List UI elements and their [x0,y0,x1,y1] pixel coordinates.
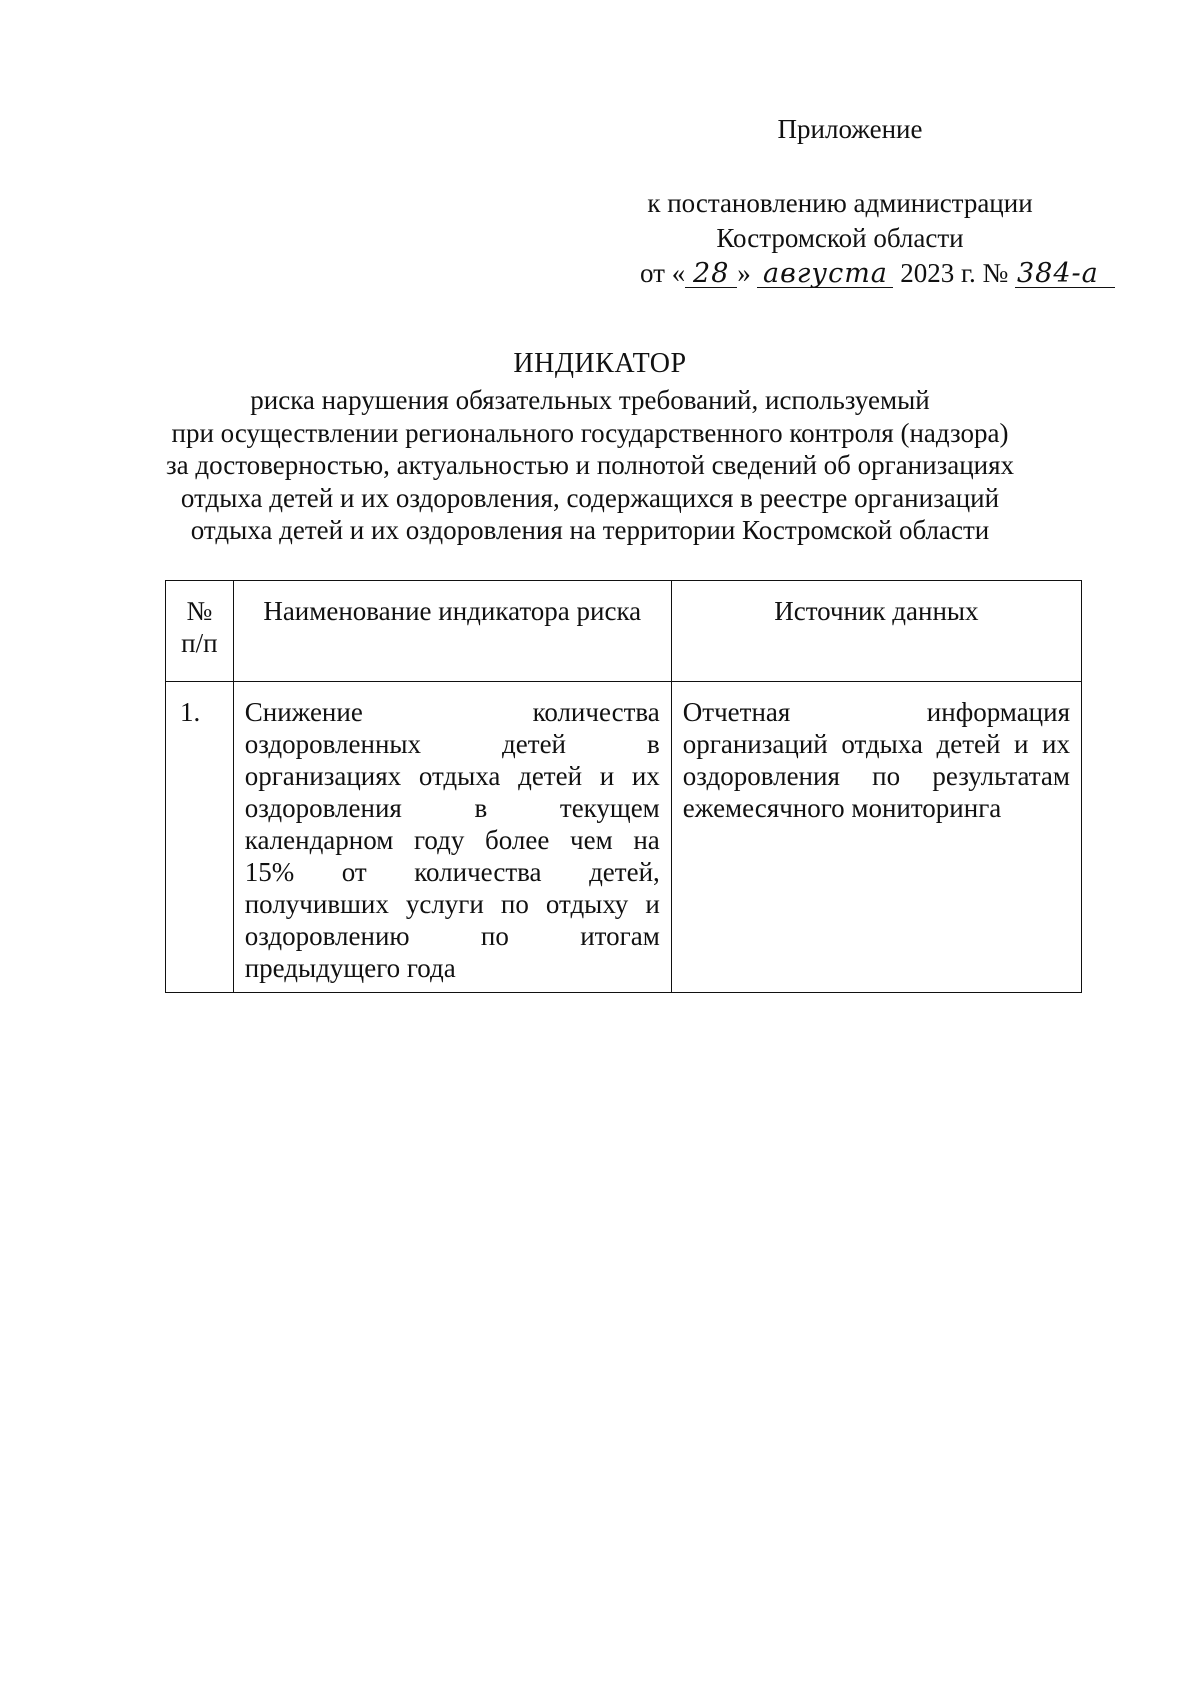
date-prefix: от « [640,258,686,288]
table-row [166,682,1082,993]
row-indicator-name: Снижение количества оздоровленных детей в организациях отдыха детей и их оздоровления в текущем календарном году более чем на 15% от количества детей, получивших услуги по отдыху и оздоровлению по итогам предыдущего года [233,682,671,993]
table-header-row [166,581,1082,682]
appendix-ref-line-1: к постановлению администрации [647,188,1033,218]
header-number [166,581,234,682]
resolution-date-line [640,256,1115,291]
handwritten-day: 28 [685,261,737,288]
date-close-quote: » [737,258,751,288]
appendix-ref-line-2: Костромской области [716,223,964,253]
handwritten-resolution-number: 384-а [1015,261,1115,288]
subtitle-line: отдыха детей и их оздоровления на территории Костромской области [190,515,990,545]
header-data-source: Источник данных [671,581,1081,682]
document-subtitle [150,384,1030,547]
subtitle-line: отдыха детей и их оздоровления, содержащихся в реестре организаций [180,482,1000,513]
date-year: 2023 г. № [900,258,1009,288]
appendix-reference [590,186,1090,256]
document-title: ИНДИКАТОР [513,348,687,379]
row-number: 1. [166,682,234,993]
subtitle-line: при осуществлении регионального государственного контроля (надзора) [171,417,1009,448]
header-indicator-name: Наименование индикатора риска [233,581,671,682]
risk-indicator-table [165,580,1082,993]
header-number-abbr: п/п [181,628,218,658]
handwritten-month: августа [757,261,893,288]
subtitle-line: за достоверностью, актуальностью и полнотой сведений об организациях [165,450,1015,480]
row-data-source: Отчетная информация организаций отдыха детей и их оздоровления по результатам ежемесячного мониторинга [671,682,1081,993]
appendix-label: Приложение [777,114,923,144]
header-number-symbol: № [186,596,213,626]
subtitle-line: риска нарушения обязательных требований, используемый [250,385,930,415]
